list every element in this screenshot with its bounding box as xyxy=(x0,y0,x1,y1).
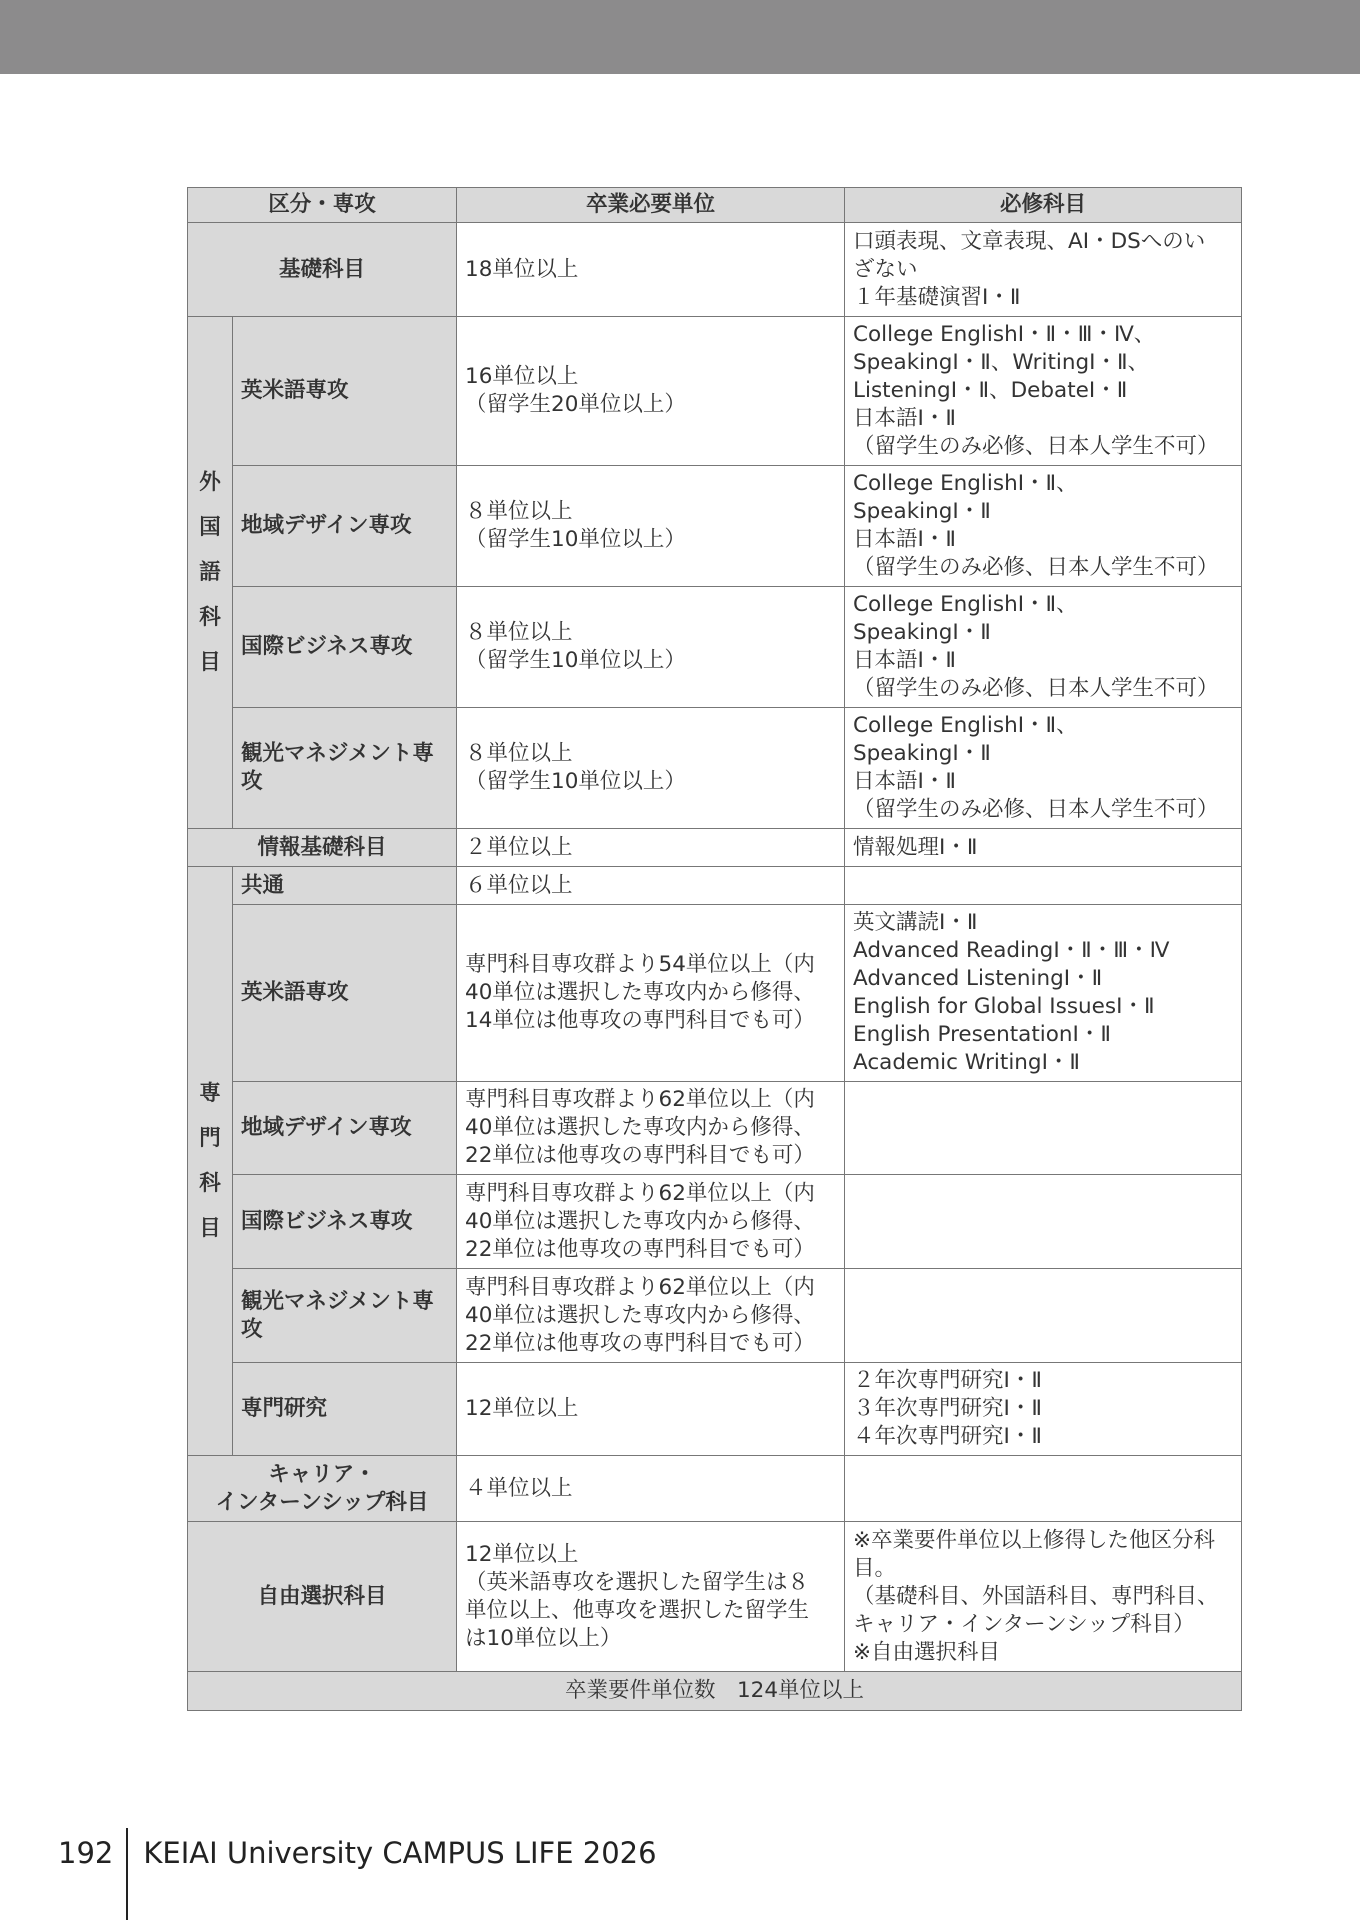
gaikokugo-units: ８単位以上 （留学生10単位以上） xyxy=(457,466,845,587)
jiyu-units: 12単位以上 （英米語専攻を選択した留学生は８ 単位以上、他専攻を選択した留学生 は10単位以上） xyxy=(457,1522,845,1672)
joho-units: ２単位以上 xyxy=(457,829,845,867)
gaikokugo-major: 観光マネジメント専攻 xyxy=(233,708,457,829)
senmon-label: 専 門 科 目 xyxy=(199,1081,221,1241)
header-row xyxy=(188,188,1242,223)
senmon-major: 国際ビジネス専攻 xyxy=(233,1175,457,1269)
gaikokugo-major: 国際ビジネス専攻 xyxy=(233,587,457,708)
senmon-major: 共通 xyxy=(233,867,457,905)
publication-title: KEIAI University CAMPUS LIFE 2026 xyxy=(143,1836,657,1870)
senmon-required xyxy=(845,1175,1242,1269)
career-required xyxy=(845,1456,1242,1522)
career-units: ４単位以上 xyxy=(457,1456,845,1522)
joho-label: 情報基礎科目 xyxy=(188,829,457,867)
senmon-required: ２年次専門研究Ⅰ・Ⅱ ３年次専門研究Ⅰ・Ⅱ ４年次専門研究Ⅰ・Ⅱ xyxy=(845,1363,1242,1456)
gaikokugo-group-label xyxy=(188,317,233,829)
table-row xyxy=(188,223,1242,317)
gaikokugo-major: 英米語専攻 xyxy=(233,317,457,466)
table-row xyxy=(188,1456,1242,1522)
total-units: 卒業要件単位数 124単位以上 xyxy=(188,1672,1242,1711)
table-row xyxy=(188,1082,1242,1175)
kiso-units: 18単位以上 xyxy=(457,223,845,317)
table-row xyxy=(188,587,1242,708)
gaikokugo-units: 16単位以上 （留学生20単位以上） xyxy=(457,317,845,466)
table-row xyxy=(188,905,1242,1082)
kiso-label: 基礎科目 xyxy=(188,223,457,317)
senmon-units: 12単位以上 xyxy=(457,1363,845,1456)
senmon-required xyxy=(845,1082,1242,1175)
gaikokugo-label: 外 国 語 科 目 xyxy=(199,470,221,675)
page-footer xyxy=(58,1836,657,1870)
table-row xyxy=(188,317,1242,466)
senmon-units: 専門科目専攻群より62単位以上（内 40単位は選択した専攻内から修得、 22単位は他専攻の専門科目でも可） xyxy=(457,1082,845,1175)
jiyu-label: 自由選択科目 xyxy=(188,1522,457,1672)
gaikokugo-major: 地域デザイン専攻 xyxy=(233,466,457,587)
career-label: キャリア・ インターンシップ科目 xyxy=(188,1456,457,1522)
senmon-group-label xyxy=(188,867,233,1456)
joho-required: 情報処理Ⅰ・Ⅱ xyxy=(845,829,1242,867)
table-row xyxy=(188,867,1242,905)
table-row xyxy=(188,466,1242,587)
senmon-units: ６単位以上 xyxy=(457,867,845,905)
table-row xyxy=(188,1269,1242,1363)
senmon-major: 地域デザイン専攻 xyxy=(233,1082,457,1175)
senmon-major: 専門研究 xyxy=(233,1363,457,1456)
gaikokugo-units: ８単位以上 （留学生10単位以上） xyxy=(457,708,845,829)
senmon-units: 専門科目専攻群より62単位以上（内 40単位は選択した専攻内から修得、 22単位は他専攻の専門科目でも可） xyxy=(457,1269,845,1363)
senmon-required xyxy=(845,1269,1242,1363)
table-row xyxy=(188,1363,1242,1456)
senmon-units: 専門科目専攻群より54単位以上（内 40単位は選択した専攻内から修得、 14単位は他専攻の専門科目でも可） xyxy=(457,905,845,1082)
senmon-units: 専門科目専攻群より62単位以上（内 40単位は選択した専攻内から修得、 22単位は他専攻の専門科目でも可） xyxy=(457,1175,845,1269)
senmon-required xyxy=(845,867,1242,905)
senmon-major: 観光マネジメント専攻 xyxy=(233,1269,457,1363)
header-units: 卒業必要単位 xyxy=(457,188,845,223)
gaikokugo-required: College EnglishⅠ・Ⅱ・Ⅲ・Ⅳ、 SpeakingⅠ・Ⅱ、WritingⅠ・Ⅱ、 ListeningⅠ・Ⅱ、DebateⅠ・Ⅱ 日本語Ⅰ・Ⅱ （留学生のみ必修、日本人学生不可） xyxy=(845,317,1242,466)
table-row xyxy=(188,1522,1242,1672)
senmon-required: 英文講読Ⅰ・Ⅱ Advanced ReadingⅠ・Ⅱ・Ⅲ・Ⅳ Advanced ListeningⅠ・Ⅱ English for Global IssuesⅠ・Ⅱ English PresentationⅠ・Ⅱ Academic WritingⅠ・Ⅱ xyxy=(845,905,1242,1082)
gaikokugo-required: College EnglishⅠ・Ⅱ、 SpeakingⅠ・Ⅱ 日本語Ⅰ・Ⅱ （留学生のみ必修、日本人学生不可） xyxy=(845,466,1242,587)
table-row xyxy=(188,1175,1242,1269)
page-number: 192 xyxy=(58,1836,114,1870)
table-row xyxy=(188,829,1242,867)
kiso-required: 口頭表現、文章表現、AI・DSへのい ざない １年基礎演習Ⅰ・Ⅱ xyxy=(845,223,1242,317)
graduation-requirements-table xyxy=(187,187,1242,1711)
gaikokugo-required: College EnglishⅠ・Ⅱ、 SpeakingⅠ・Ⅱ 日本語Ⅰ・Ⅱ （留学生のみ必修、日本人学生不可） xyxy=(845,587,1242,708)
gaikokugo-required: College EnglishⅠ・Ⅱ、 SpeakingⅠ・Ⅱ 日本語Ⅰ・Ⅱ （留学生のみ必修、日本人学生不可） xyxy=(845,708,1242,829)
header-category: 区分・専攻 xyxy=(188,188,457,223)
header-required: 必修科目 xyxy=(845,188,1242,223)
senmon-major: 英米語専攻 xyxy=(233,905,457,1082)
jiyu-required: ※卒業要件単位以上修得した他区分科 目。 （基礎科目、外国語科目、専門科目、 キャリア・インターンシップ科目） ※自由選択科目 xyxy=(845,1522,1242,1672)
table-row xyxy=(188,708,1242,829)
top-banner xyxy=(0,0,1360,74)
gaikokugo-units: ８単位以上 （留学生10単位以上） xyxy=(457,587,845,708)
total-row xyxy=(188,1672,1242,1711)
